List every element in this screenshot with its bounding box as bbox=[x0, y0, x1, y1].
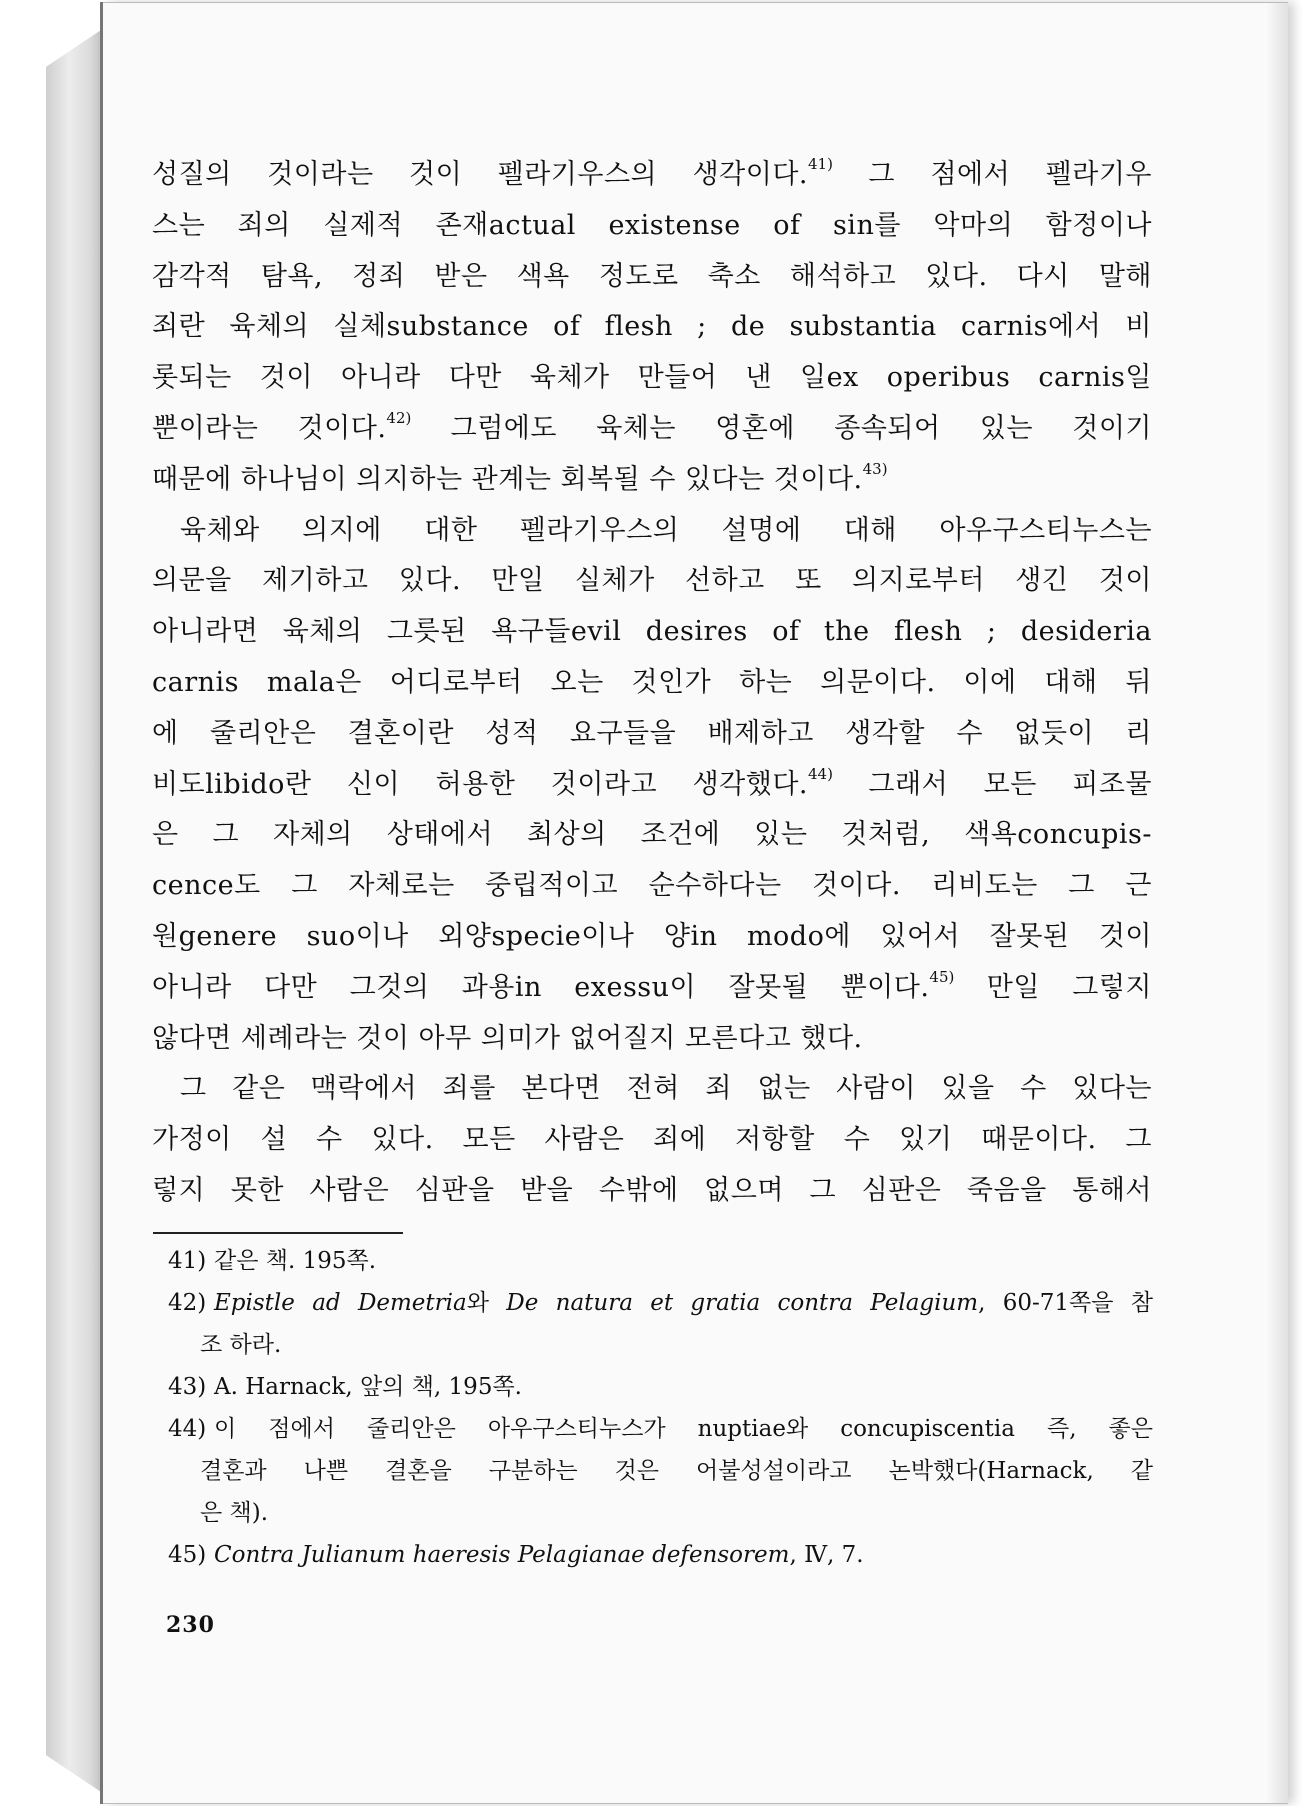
footnote-number: 42) bbox=[168, 1290, 207, 1316]
footnote-text: Epistle ad Demetria bbox=[214, 1290, 467, 1316]
text-line bbox=[152, 556, 1152, 607]
text-segment: 않다면 세례라는 것이 아무 의미가 없어질지 모른다고 했다. bbox=[152, 1022, 863, 1054]
text-line bbox=[152, 963, 1152, 1014]
body-text bbox=[152, 150, 1152, 1217]
footnote bbox=[168, 1282, 1153, 1366]
page-shade bbox=[1266, 3, 1288, 1803]
text-segment: 육체와 의지에 대한 펠라기우스의 설명에 대해 아우구스티누스는 bbox=[180, 514, 1152, 546]
text-segment: 롯되는 것이 아니라 다만 육체가 만들어 낸 일ex operibus carnis일 bbox=[152, 362, 1152, 394]
footnote-continuation: 조 하라. bbox=[200, 1332, 282, 1358]
footnote-number: 44) bbox=[168, 1416, 207, 1442]
footnote-text: A. Harnack, 앞의 책, 195쪽. bbox=[214, 1374, 522, 1400]
footnote-text: , 60-71쪽을 참 bbox=[978, 1290, 1154, 1316]
text-segment: 은 그 자체의 상태에서 최상의 조건에 있는 것처럼, 색욕concupis- bbox=[152, 819, 1152, 851]
footnote-text: 이 점에서 줄리안은 아우구스티누스가 nuptiae와 concupiscentia 즉, 좋은 bbox=[214, 1416, 1153, 1442]
text-line bbox=[152, 607, 1152, 658]
text-segment: 만일 그렇지 bbox=[954, 971, 1152, 1003]
footnote-text: , Ⅳ, 7. bbox=[789, 1542, 864, 1568]
text-segment: 그래서 모든 피조물 bbox=[832, 768, 1153, 800]
book-spine-edge bbox=[46, 28, 104, 1794]
footnote-text: 같은 책. 195쪽. bbox=[214, 1248, 377, 1274]
footnote-number: 41) bbox=[168, 1248, 207, 1274]
text-segment: 그럼에도 육체는 영혼에 종속되어 있는 것이기 bbox=[411, 412, 1152, 444]
text-line bbox=[152, 302, 1152, 353]
text-line bbox=[152, 1014, 1152, 1065]
text-segment: 죄란 육체의 실체substance of flesh ; de substantia carnis에서 비 bbox=[152, 311, 1152, 343]
footnotes bbox=[168, 1240, 1153, 1576]
text-segment: 뿐이라는 것이다. bbox=[152, 412, 387, 444]
footnote-reference: 43) bbox=[862, 459, 888, 478]
text-segment: carnis mala은 어디로부터 오는 것인가 하는 의문이다. 이에 대해 뒤 bbox=[152, 666, 1152, 698]
text-segment: 비도libido란 신이 허용한 것이라고 생각했다. bbox=[152, 768, 808, 800]
text-line bbox=[152, 658, 1152, 709]
footnote-text: De natura et gratia contra Pelagium bbox=[506, 1290, 979, 1316]
text-line bbox=[152, 455, 1152, 506]
text-line bbox=[152, 760, 1152, 811]
footnote-continuation: 은 책). bbox=[200, 1500, 269, 1526]
footnote bbox=[168, 1240, 1153, 1282]
footnote bbox=[168, 1408, 1153, 1534]
text-segment: 원genere suo이나 외양specie이나 양in modo에 있어서 잘못된 것이 bbox=[152, 920, 1152, 952]
text-line bbox=[152, 861, 1152, 912]
footnote-number: 45) bbox=[168, 1542, 207, 1568]
text-segment: 의문을 제기하고 있다. 만일 실체가 선하고 또 의지로부터 생긴 것이 bbox=[152, 565, 1152, 597]
footnote bbox=[168, 1366, 1153, 1408]
text-segment: 렇지 못한 사람은 심판을 받을 수밖에 없으며 그 심판은 죽음을 통해서 bbox=[152, 1174, 1152, 1206]
text-line bbox=[152, 353, 1152, 404]
text-segment: 그 같은 맥락에서 죄를 본다면 전혀 죄 없는 사람이 있을 수 있다는 bbox=[180, 1073, 1152, 1105]
text-line bbox=[152, 1115, 1152, 1166]
text-line bbox=[152, 709, 1152, 760]
text-segment: 에 줄리안은 결혼이란 성적 요구들을 배제하고 생각할 수 없듯이 리 bbox=[152, 717, 1152, 749]
footnote-reference: 45) bbox=[929, 967, 955, 986]
text-segment: 감각적 탐욕, 정죄 받은 색욕 정도로 축소 해석하고 있다. 다시 말해 bbox=[152, 260, 1152, 292]
text-segment: cence도 그 자체로는 중립적이고 순수하다는 것이다. 리비도는 그 근 bbox=[152, 870, 1152, 902]
text-segment: 그 점에서 펠라기우 bbox=[832, 159, 1152, 190]
text-segment: 아니라 다만 그것의 과용in exessu이 잘못될 뿐이다. bbox=[152, 971, 930, 1003]
footnote-reference: 41) bbox=[808, 155, 833, 173]
text-line bbox=[152, 810, 1152, 861]
text-segment: 아니라면 육체의 그릇된 욕구들evil desires of the flesh ; desideria bbox=[152, 616, 1152, 648]
footnote-first-line bbox=[168, 1282, 1153, 1324]
footnote-reference: 42) bbox=[386, 408, 412, 427]
text-segment: 성질의 것이라는 것이 펠라기우스의 생각이다. bbox=[152, 159, 808, 190]
page-number: 230 bbox=[166, 1612, 215, 1638]
text-line bbox=[152, 252, 1152, 303]
text-segment: 스는 죄의 실제적 존재actual existense of sin를 악마의 함정이나 bbox=[152, 209, 1152, 241]
text-segment: 가정이 설 수 있다. 모든 사람은 죄에 저항할 수 있기 때문이다. 그 bbox=[152, 1124, 1152, 1156]
footnote-first-line bbox=[168, 1366, 1153, 1408]
footnote-rule bbox=[153, 1232, 403, 1234]
footnote-first-line bbox=[168, 1240, 1153, 1282]
text-line bbox=[152, 404, 1152, 455]
footnote-reference: 44) bbox=[808, 764, 833, 783]
text-segment: 때문에 하나님이 의지하는 관계는 회복될 수 있다는 것이다. bbox=[152, 463, 863, 495]
text-line bbox=[152, 150, 1152, 201]
text-line bbox=[152, 1166, 1152, 1217]
footnote-text: Contra Julianum haeresis Pelagianae defensorem bbox=[214, 1542, 790, 1568]
text-line bbox=[152, 1064, 1152, 1115]
footnote-text: 와 bbox=[466, 1290, 507, 1316]
text-line bbox=[152, 506, 1152, 557]
footnote-first-line bbox=[168, 1534, 1153, 1576]
footnote-continuation: 결혼과 나쁜 결혼을 구분하는 것은 어불성설이라고 논박했다(Harnack, 같 bbox=[200, 1458, 1153, 1484]
text-line bbox=[152, 912, 1152, 963]
footnote bbox=[168, 1534, 1153, 1576]
footnote-first-line bbox=[168, 1408, 1153, 1450]
text-line bbox=[152, 201, 1152, 252]
footnote-number: 43) bbox=[168, 1374, 207, 1400]
